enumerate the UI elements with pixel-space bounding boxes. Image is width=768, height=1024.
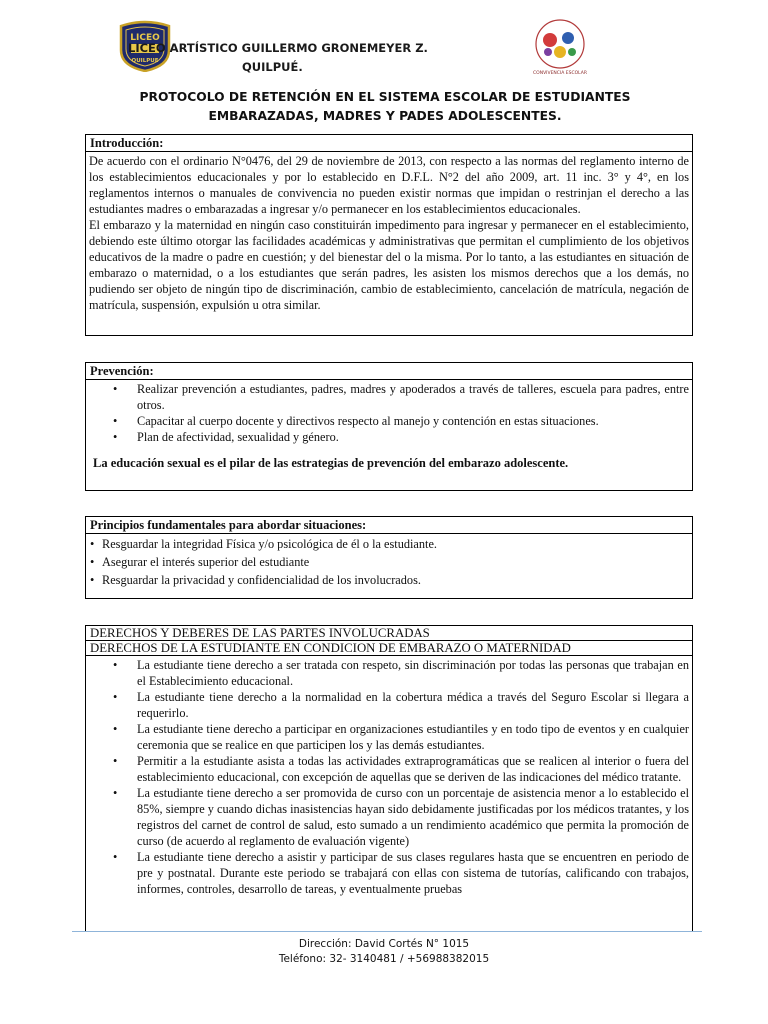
rights-list bbox=[89, 657, 689, 897]
rights-heading-1: DERECHOS Y DEBERES DE LAS PARTES INVOLUCRADAS bbox=[86, 626, 692, 641]
bullet-icon: • bbox=[113, 690, 118, 704]
prevention-list bbox=[89, 381, 689, 445]
intro-box bbox=[85, 134, 693, 336]
list-item-text: Asegurar el interés superior del estudiante bbox=[102, 555, 310, 569]
bullet-icon: • bbox=[113, 786, 118, 800]
footer-divider bbox=[72, 931, 702, 932]
principles-body bbox=[86, 534, 692, 591]
rights-body bbox=[86, 656, 692, 899]
bullet-icon: • bbox=[90, 537, 95, 551]
principles-list bbox=[89, 535, 689, 589]
list-item-text: La estudiante tiene derecho a asistir y participar de sus clases regulares hasta que se encuentren en periodo de pre y postnatal. Durante este periodo se trabajará con ellas con sistema de tutorías, calificando con trabajos, informes, controles, desarrollo de tareas, y eventualmente pruebas bbox=[137, 850, 689, 896]
bullet-icon: • bbox=[90, 573, 95, 587]
list-item bbox=[89, 413, 689, 429]
intro-heading: Introducción: bbox=[86, 135, 692, 152]
list-item bbox=[89, 721, 689, 753]
left-logo-text: LICEO bbox=[130, 33, 160, 43]
list-item bbox=[89, 689, 689, 721]
bullet-icon: • bbox=[113, 430, 118, 444]
list-item bbox=[89, 753, 689, 785]
list-item-text: La estudiante tiene derecho a participar en organizaciones estudiantiles y en todo tipo de eventos y en cualquier ceremonia que se realice en que participen los y las demás estudiantes. bbox=[137, 722, 689, 752]
bullet-icon: • bbox=[113, 382, 118, 396]
prevention-heading: Prevención: bbox=[86, 363, 692, 380]
footer-address: Dirección: David Cortés N° 1015 bbox=[298, 938, 470, 950]
school-city: QUILPUÉ. bbox=[242, 60, 303, 74]
footer-phone: Teléfono: 32- 3140481 / +56988382015 bbox=[278, 953, 490, 965]
school-name: LICEO ARTÍSTICO GUILLERMO GRONEMEYER Z. bbox=[128, 41, 428, 55]
title-line-1: PROTOCOLO DE RETENCIÓN EN EL SISTEMA ESCOLAR DE ESTUDIANTES bbox=[139, 90, 631, 104]
prevention-box bbox=[85, 362, 693, 491]
document-title bbox=[90, 88, 680, 126]
list-item bbox=[89, 849, 689, 897]
list-item bbox=[89, 553, 689, 571]
list-item bbox=[89, 571, 689, 589]
intro-body bbox=[86, 152, 692, 315]
list-item-text: La estudiante tiene derecho a ser tratada con respeto, sin discriminación por todas las personas que trabajan en el Establecimiento educacional. bbox=[137, 658, 689, 688]
list-item bbox=[89, 429, 689, 445]
list-item-text: Realizar prevención a estudiantes, padres, madres y apoderados a través de talleres, escuela para padres, entre otros. bbox=[137, 382, 689, 412]
bullet-icon: • bbox=[113, 722, 118, 736]
list-item-text: La estudiante tiene derecho a ser promovida de curso con un porcentaje de asistencia menor a lo establecido el 85%, siempre y cuando dichas inasistencias hayan sido debidamente justificadas por los médicos tratantes, y los registros del carnet de control de salud, esto sumado a un rendimiento académico que permita la promoción de curso (de acuerdo al reglamento de evaluación vigente) bbox=[137, 786, 689, 848]
prevention-body bbox=[86, 380, 692, 473]
list-item-text: Resguardar la privacidad y confidencialidad de los involucrados. bbox=[102, 573, 421, 587]
list-item bbox=[89, 657, 689, 689]
bullet-icon: • bbox=[90, 555, 95, 569]
intro-paragraph-1: De acuerdo con el ordinario N°0476, del 29 de noviembre de 2013, con respecto a las normas del reglamento interno de los establecimientos educacionales y por lo establecido en D.F.L. N°2 del año 2009, art. 11 inc. 3° y 4°, en los reglamentos internos o manuales de convivencia no pueden existir normas que impidan o restrinjan el derecho a las estudiantes madres o embarazadas a ingresar y/o permanecer en los establecimientos educacionales. bbox=[89, 154, 689, 216]
bullet-icon: • bbox=[113, 850, 118, 864]
left-logo-subtext: QUILPUE bbox=[131, 58, 159, 64]
right-logo-text: CONVIVENCIA ESCOLAR bbox=[533, 71, 587, 76]
list-item bbox=[89, 381, 689, 413]
prevention-note: La educación sexual es el pilar de las estrategias de prevención del embarazo adolescente. bbox=[93, 456, 569, 470]
title-line-2: EMBARAZADAS, MADRES Y PADES ADOLESCENTES. bbox=[208, 109, 562, 123]
list-item-text: Plan de afectividad, sexualidad y género. bbox=[137, 430, 339, 444]
rights-heading-2: DERECHOS DE LA ESTUDIANTE EN CONDICION DE EMBARAZO O MATERNIDAD bbox=[86, 641, 692, 656]
bullet-icon: • bbox=[113, 414, 118, 428]
list-item-text: La estudiante tiene derecho a la normalidad en la cobertura médica a través del Seguro Escolar si llegara a requerirlo. bbox=[137, 690, 689, 720]
principles-box bbox=[85, 516, 693, 599]
list-item-text: Permitir a la estudiante asista a todas las actividades extraprogramáticas que se realicen al interior o fuera del establecimiento educacional, con excepción de aquellas que se deriven de las indicaciones del médico tratante. bbox=[137, 754, 689, 784]
bullet-icon: • bbox=[113, 754, 118, 768]
bullet-icon: • bbox=[113, 658, 118, 672]
list-item-text: Resguardar la integridad Física y/o psicológica de él o la estudiante. bbox=[102, 537, 437, 551]
principles-heading: Principios fundamentales para abordar situaciones: bbox=[86, 517, 692, 534]
intro-paragraph-2: El embarazo y la maternidad en ningún caso constituirán impedimento para ingresar y permanecer en el establecimiento, debiendo este último otorgar las facilidades académicas y administrativas que permitan el cumplimiento de los objetivos educativos de la madre o padre en cuestión; y del bienestar del o la misma. Por lo tanto, a las estudiantes en situación de embarazo o maternidad, o a los estudiantes que serán padres, les asisten los mismos derechos que a los demás, no pudiendo ser objeto de ningún tipo de discriminación, cambio de establecimiento, cancelación de matrícula, negación de matrícula, suspensión, expulsión u otra similar. bbox=[89, 218, 689, 312]
convivencia-escolar-logo bbox=[528, 10, 592, 78]
list-item bbox=[89, 785, 689, 849]
list-item-text: Capacitar al cuerpo docente y directivos respecto al manejo y contención en estas situaciones. bbox=[137, 414, 599, 428]
rights-box bbox=[85, 625, 693, 931]
list-item bbox=[89, 535, 689, 553]
